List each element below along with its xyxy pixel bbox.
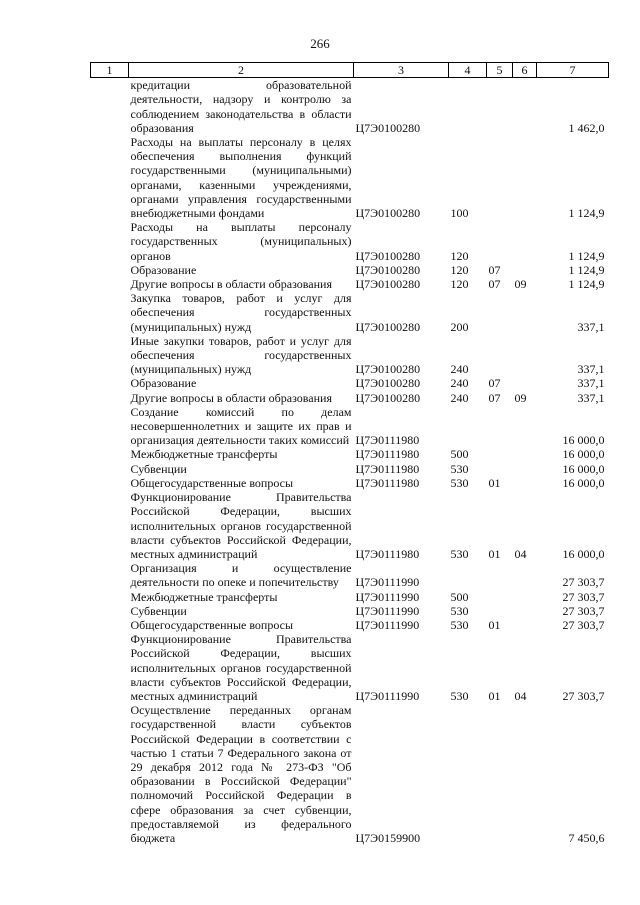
table-row bbox=[91, 263, 609, 277]
row-target-code: Ц7Э0111990 bbox=[355, 617, 420, 632]
row-section: 01 bbox=[488, 617, 501, 632]
row-empty-cell bbox=[91, 376, 129, 390]
row-subsection: 04 bbox=[514, 546, 527, 561]
row-amount: 27 303,7 bbox=[562, 617, 605, 632]
row-expense-type: 120 bbox=[450, 248, 469, 263]
row-name: Субвенции bbox=[130, 603, 187, 618]
row-amount: 1 124,9 bbox=[568, 277, 605, 292]
row-amount: 337,1 bbox=[577, 376, 605, 391]
table-row bbox=[91, 590, 609, 604]
row-amount: 27 303,7 bbox=[562, 589, 605, 604]
row-target-code: Ц7Э0100280 bbox=[355, 277, 421, 292]
table-row bbox=[91, 78, 609, 135]
row-name: Расходы на выплаты персоналу в целях обеспечения выполнения функций государственными (муниципальными) органами, казенными учреждениями, органами управления государственными внебюджетными фондами bbox=[130, 135, 352, 221]
row-name: Функционирование Правительства Российской Федерации, высших исполнительных органов государственной власти субъектов Российской Федерации, местных администраций bbox=[130, 490, 352, 561]
row-subsection bbox=[513, 604, 537, 618]
table-row bbox=[91, 277, 609, 291]
row-subsection bbox=[513, 462, 537, 476]
row-amount: 16 000,0 bbox=[562, 433, 605, 448]
row-target-code: Ц7Э0111990 bbox=[355, 688, 420, 703]
row-expense-type: 240 bbox=[450, 390, 469, 405]
row-subsection bbox=[513, 263, 537, 277]
row-subsection bbox=[513, 78, 537, 135]
row-name: Иные закупки товаров, работ и услуг для обеспечения государственных (муниципальных) нужд bbox=[130, 333, 352, 377]
row-subsection bbox=[513, 447, 537, 461]
budget-table bbox=[90, 62, 609, 845]
table-row bbox=[91, 490, 609, 561]
column-number: 2 bbox=[129, 63, 354, 78]
row-expense-type bbox=[449, 78, 487, 135]
row-subsection bbox=[513, 135, 537, 220]
row-target-code: Ц7Э0100280 bbox=[355, 120, 421, 135]
row-name: Расходы на выплаты персоналу государственных (муниципальных) органов bbox=[130, 220, 352, 263]
table-row bbox=[91, 391, 609, 405]
row-name: кредитации образовательной деятельности, надзору и контролю за соблюдением законодательства в области образования bbox=[130, 78, 352, 135]
row-target-code: Ц7Э0159900 bbox=[355, 830, 421, 845]
row-amount: 27 303,7 bbox=[562, 688, 605, 703]
row-amount: 1 124,9 bbox=[568, 262, 605, 277]
row-name: Другие вопросы в области образования bbox=[130, 277, 332, 292]
table-row bbox=[91, 220, 609, 263]
row-empty-cell bbox=[91, 703, 129, 845]
row-target-code: Ц7Э0111990 bbox=[355, 575, 420, 590]
table-row bbox=[91, 561, 609, 589]
column-number: 3 bbox=[354, 63, 449, 78]
row-target-code: Ц7Э0111980 bbox=[355, 447, 420, 462]
row-expense-type: 500 bbox=[450, 589, 469, 604]
row-subsection bbox=[513, 334, 537, 377]
row-expense-type: 530 bbox=[450, 461, 469, 476]
row-name: Закупка товаров, работ и услуг для обеспечения государственных (муниципальных) нужд bbox=[130, 291, 352, 334]
column-number: 6 bbox=[513, 63, 537, 78]
row-target-code: Ц7Э0111980 bbox=[355, 546, 420, 561]
row-section bbox=[487, 135, 513, 220]
row-expense-type: 530 bbox=[450, 475, 469, 490]
row-empty-cell bbox=[91, 78, 129, 135]
row-empty-cell bbox=[91, 618, 129, 632]
row-name: Межбюджетные трансферты bbox=[130, 589, 278, 604]
column-number: 4 bbox=[449, 63, 487, 78]
row-section bbox=[487, 334, 513, 377]
row-expense-type: 240 bbox=[450, 376, 469, 391]
row-subsection bbox=[513, 405, 537, 448]
row-target-code: Ц7Э0100280 bbox=[355, 376, 421, 391]
row-section: 01 bbox=[488, 546, 501, 561]
table-row bbox=[91, 376, 609, 390]
table-body bbox=[91, 78, 609, 845]
row-subsection: 09 bbox=[514, 277, 527, 292]
row-expense-type bbox=[449, 405, 487, 448]
row-amount: 16 000,0 bbox=[562, 546, 605, 561]
row-subsection bbox=[513, 561, 537, 589]
page-number: 266 bbox=[310, 36, 330, 51]
row-subsection bbox=[513, 618, 537, 632]
table-row bbox=[91, 618, 609, 632]
row-target-code: Ц7Э0111990 bbox=[355, 603, 420, 618]
row-subsection bbox=[513, 703, 537, 845]
row-empty-cell bbox=[91, 391, 129, 405]
row-section bbox=[487, 78, 513, 135]
row-section: 07 bbox=[488, 262, 501, 277]
row-section bbox=[487, 447, 513, 461]
row-expense-type: 530 bbox=[450, 688, 469, 703]
row-subsection bbox=[513, 376, 537, 390]
row-target-code: Ц7Э0100280 bbox=[355, 390, 421, 405]
row-target-code: Ц7Э0111980 bbox=[355, 461, 420, 476]
row-amount: 27 303,7 bbox=[562, 575, 605, 590]
table-row bbox=[91, 462, 609, 476]
row-section bbox=[487, 561, 513, 589]
column-number-row bbox=[91, 63, 609, 78]
row-name: Осуществление переданных органам государственной власти субъектов Российской Федерации в соответствии с частью 1 статьи 7 Федерального закона от 29 декабря 2012 года № 273-ФЗ "Об образовании в Российской Федерации" полномочий Российской Федерации в сфере образования за счет субвенции, предоставляемой из федерального бюджета bbox=[130, 703, 352, 845]
row-name: Образование bbox=[130, 376, 197, 391]
row-amount: 16 000,0 bbox=[562, 461, 605, 476]
row-empty-cell bbox=[91, 476, 129, 490]
row-expense-type: 530 bbox=[450, 603, 469, 618]
row-amount: 1 124,9 bbox=[568, 248, 605, 263]
row-expense-type: 120 bbox=[450, 277, 469, 292]
row-subsection bbox=[513, 291, 537, 334]
row-target-code: Ц7Э0100280 bbox=[355, 206, 421, 221]
table-row bbox=[91, 291, 609, 334]
row-target-code: Ц7Э0111980 bbox=[355, 475, 420, 490]
row-name: Функционирование Правительства Российской Федерации, высших исполнительных органов государственной власти субъектов Российской Федерации, местных администраций bbox=[130, 632, 352, 703]
row-amount: 337,1 bbox=[577, 362, 605, 377]
row-target-code: Ц7Э0100280 bbox=[355, 262, 421, 277]
row-target-code: Ц7Э0111980 bbox=[355, 433, 420, 448]
row-target-code: Ц7Э0111990 bbox=[355, 589, 420, 604]
column-number: 5 bbox=[487, 63, 513, 78]
row-section bbox=[487, 405, 513, 448]
row-expense-type: 100 bbox=[450, 206, 469, 221]
row-name: Общегосударственные вопросы bbox=[130, 475, 294, 490]
row-empty-cell bbox=[91, 490, 129, 561]
row-empty-cell bbox=[91, 590, 129, 604]
row-empty-cell bbox=[91, 405, 129, 448]
row-target-code: Ц7Э0100280 bbox=[355, 362, 421, 377]
row-empty-cell bbox=[91, 135, 129, 220]
row-subsection bbox=[513, 476, 537, 490]
row-subsection: 04 bbox=[514, 688, 527, 703]
row-target-code: Ц7Э0100280 bbox=[355, 319, 421, 334]
row-section: 01 bbox=[488, 475, 501, 490]
table-row bbox=[91, 334, 609, 377]
row-name: Субвенции bbox=[130, 461, 187, 476]
row-amount: 1 462,0 bbox=[568, 120, 605, 135]
row-empty-cell bbox=[91, 561, 129, 589]
table-row bbox=[91, 632, 609, 703]
table-row bbox=[91, 703, 609, 845]
row-amount: 337,1 bbox=[577, 390, 605, 405]
row-expense-type: 240 bbox=[450, 362, 469, 377]
table-row bbox=[91, 476, 609, 490]
row-name: Создание комиссий по делам несовершеннолетних и защите их прав и организация деятельности таких комиссий bbox=[130, 404, 352, 448]
row-empty-cell bbox=[91, 334, 129, 377]
row-section: 07 bbox=[488, 277, 501, 292]
table-row bbox=[91, 447, 609, 461]
row-expense-type: 200 bbox=[450, 319, 469, 334]
row-expense-type bbox=[449, 703, 487, 845]
row-subsection bbox=[513, 590, 537, 604]
row-empty-cell bbox=[91, 263, 129, 277]
row-empty-cell bbox=[91, 632, 129, 703]
row-amount: 337,1 bbox=[577, 319, 605, 334]
row-name: Образование bbox=[130, 262, 197, 277]
column-number: 1 bbox=[91, 63, 129, 78]
row-expense-type: 530 bbox=[450, 617, 469, 632]
row-amount: 1 124,9 bbox=[568, 206, 605, 221]
row-expense-type bbox=[449, 561, 487, 589]
row-empty-cell bbox=[91, 604, 129, 618]
column-number: 7 bbox=[537, 63, 609, 78]
row-name: Другие вопросы в области образования bbox=[130, 390, 332, 405]
row-name: Организация и осуществление деятельности по опеке и попечительству bbox=[130, 561, 352, 590]
row-expense-type: 120 bbox=[450, 262, 469, 277]
row-amount: 7 450,6 bbox=[568, 830, 605, 845]
row-name: Общегосударственные вопросы bbox=[130, 617, 294, 632]
row-subsection bbox=[513, 220, 537, 263]
table-row bbox=[91, 604, 609, 618]
row-section bbox=[487, 590, 513, 604]
row-empty-cell bbox=[91, 447, 129, 461]
row-expense-type: 500 bbox=[450, 447, 469, 462]
row-empty-cell bbox=[91, 220, 129, 263]
row-section bbox=[487, 703, 513, 845]
row-section bbox=[487, 462, 513, 476]
row-target-code: Ц7Э0100280 bbox=[355, 248, 421, 263]
table-row bbox=[91, 135, 609, 220]
row-name: Межбюджетные трансферты bbox=[130, 447, 278, 462]
row-expense-type: 530 bbox=[450, 546, 469, 561]
row-empty-cell bbox=[91, 462, 129, 476]
row-section bbox=[487, 604, 513, 618]
row-section: 07 bbox=[488, 390, 501, 405]
row-amount: 16 000,0 bbox=[562, 447, 605, 462]
row-section bbox=[487, 291, 513, 334]
row-empty-cell bbox=[91, 291, 129, 334]
table-row bbox=[91, 405, 609, 448]
row-section: 07 bbox=[488, 376, 501, 391]
row-empty-cell bbox=[91, 277, 129, 291]
row-amount: 27 303,7 bbox=[562, 603, 605, 618]
row-section bbox=[487, 220, 513, 263]
row-section: 01 bbox=[488, 688, 501, 703]
row-subsection: 09 bbox=[514, 390, 527, 405]
row-amount: 16 000,0 bbox=[562, 475, 605, 490]
